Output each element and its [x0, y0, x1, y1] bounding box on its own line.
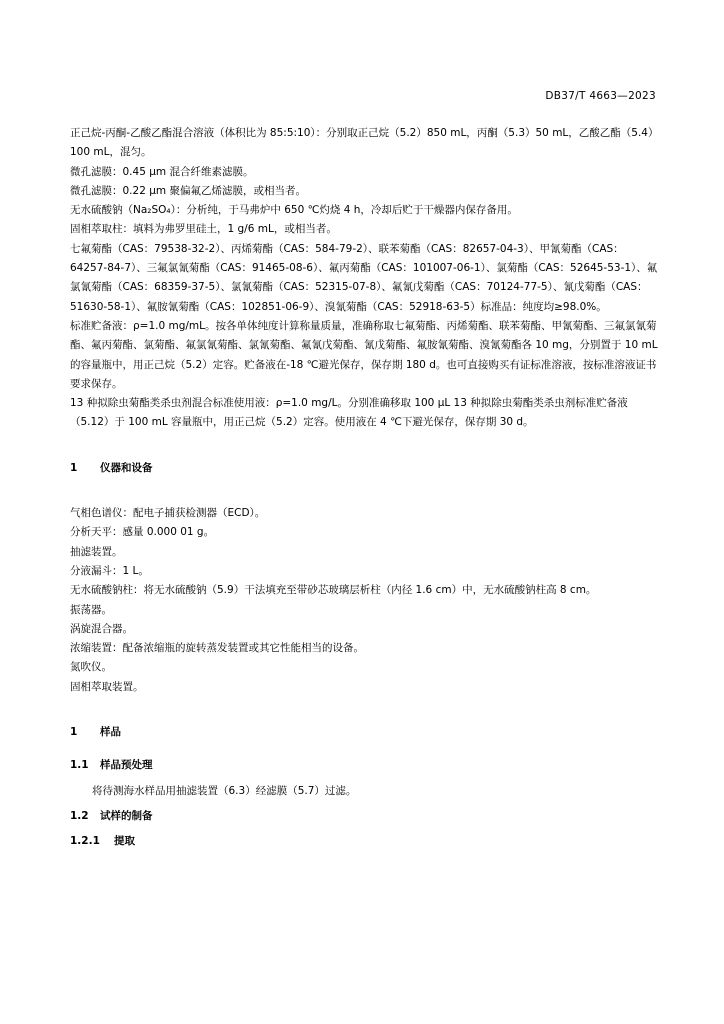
spacer [70, 697, 660, 723]
instrument-vortex: 涡旋混合器。 [70, 622, 133, 635]
instrument-gc: 气相色谱仪：配电子捕获检测器（ECD）。 [70, 507, 266, 520]
subsection-title: 试样的制备 [100, 809, 153, 822]
document-body [70, 124, 660, 852]
spacer [70, 433, 660, 459]
reagent-working-solution: 13 种拟除虫菊酯类杀虫剂混合标准使用液：ρ=1.0 mg/L。分别准确移取 100 μL 13 种拟除虫菊酯类杀虫剂标准贮备液（5.12）于 100 mL 容量瓶中，用正己烷（5.2）定容。使用液在 4 ℃下避光保存，保存期 30 d。 [70, 397, 628, 429]
reagent-membrane-045: 微孔滤膜：0.45 μm 混合纤维素滤膜。 [70, 165, 254, 178]
subsection-heading-preparation [70, 807, 660, 826]
instrument-nitrogen-blower: 氮吹仪。 [70, 661, 112, 674]
reagent-sodium-sulfate: 无水硫酸钠（Na₂SO₄）：分析纯，于马弗炉中 650 ℃灼烧 4 h，冷却后贮于干燥器内保存备用。 [70, 204, 518, 217]
spacer [70, 478, 660, 504]
instrument-sodium-sulfate-column: 无水硫酸钠柱：将无水硫酸钠（5.9）干法填充至带砂芯玻璃层析柱（内径 1.6 cm）中，无水硫酸钠柱高 8 cm。 [70, 584, 597, 597]
section-heading-samples [70, 723, 660, 742]
instrument-separatory-funnel: 分液漏斗：1 L。 [70, 564, 149, 577]
instrument-balance: 分析天平：感量 0.000 01 g。 [70, 526, 215, 539]
document-code: DB37/T 4663—2023 [545, 90, 656, 102]
spacer [70, 742, 660, 756]
reagent-spe-column: 固相萃取柱：填料为弗罗里硅土，1 g/6 mL，或相当者。 [70, 223, 337, 236]
pretreatment-text: 将待测海水样品用抽滤装置（6.3）经滤膜（5.7）过滤。 [92, 784, 357, 797]
section-number: 1 [70, 726, 78, 739]
section-title: 样品 [100, 726, 121, 739]
instrument-filtration: 抽滤装置。 [70, 545, 123, 558]
reagent-mixed-solvent: 正己烷-丙酮-乙酸乙酯混合溶液（体积比为 85:5:10）：分别取正己烷（5.2）850 mL，丙酮（5.3）50 mL，乙酸乙酯（5.4）100 mL，混匀。 [70, 127, 659, 159]
subsection-number: 1.1 [70, 759, 89, 772]
subsection-title: 提取 [114, 835, 135, 848]
instrument-concentrator: 浓缩装置：配备浓缩瓶的旋转蒸发装置或其它性能相当的设备。 [70, 642, 364, 655]
subsection-title: 样品预处理 [100, 759, 153, 772]
instrument-shaker: 振荡器。 [70, 603, 112, 616]
instrument-spe-device: 固相萃取装置。 [70, 680, 144, 693]
reagent-membrane-022: 微孔滤膜：0.22 μm 聚偏氟乙烯滤膜，或相当者。 [70, 184, 306, 197]
subsection-heading-pretreatment [70, 756, 660, 775]
subsection-heading-extraction [70, 832, 660, 851]
subsection-number: 1.2.1 [70, 835, 100, 848]
section-title: 仪器和设备 [100, 461, 153, 474]
subsection-number: 1.2 [70, 809, 89, 822]
reagent-standards-list: 七氟菊酯（CAS：79538-32-2）、丙烯菊酯（CAS：584-79-2）、联苯菊酯（CAS：82657-04-3）、甲氰菊酯（CAS：64257-84-7）、三氟氯氰菊酯（CAS：91465-08-6）、氟丙菊酯（CAS：101007-06-1）、氯菊酯（CAS：52645-53-1）、氟氯氰菊酯（CAS：68359-37-5）、氯氰菊酯（CAS：52315-07-8）、氟氰戊菊酯（CAS：70124-77-5）、氰戊菊酯（CAS：51630-58-1）、氟胺氰菊酯（CAS：102851-06-9）、溴氰菊酯（CAS：52918-63-5）标准品：纯度均≥98.0%。 [70, 242, 658, 313]
section-heading-instruments [70, 459, 660, 478]
section-number: 1 [70, 461, 78, 474]
reagent-stock-solution: 标准贮备液：ρ=1.0 mg/mL。按各单体纯度计算称量质量，准确称取七氟菊酯、丙烯菊酯、联苯菊酯、甲氰菊酯、三氟氯氰菊酯、氟丙菊酯、氯菊酯、氟氯氰菊酯、氯氰菊酯、氟氰戊菊酯、氰戊菊酯、氟胺氰菊酯、溴氰菊酯各 10 mg，分别置于 10 mL 的容量瓶中，用正己烷（5.2）定容。贮备液在-18 ℃避光保存，保存期 180 d。也可直接购买有证标准溶液，按标准溶液证书要求保存。 [70, 319, 658, 390]
